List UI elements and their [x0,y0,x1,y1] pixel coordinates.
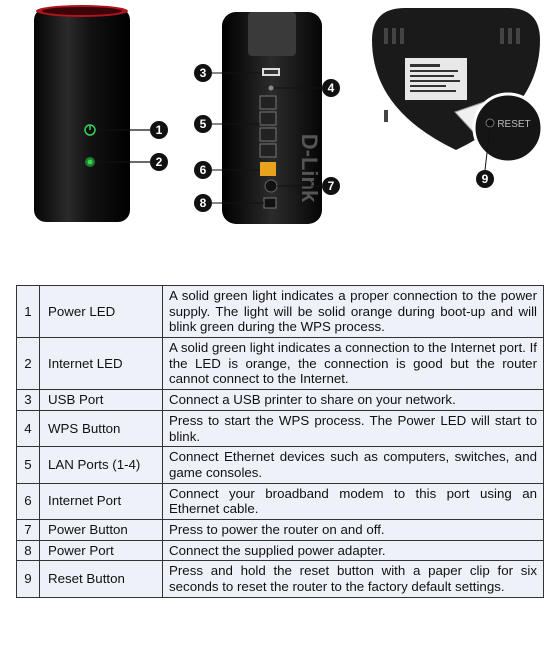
component-description: Press to power the router on and off. [163,519,544,540]
row-number: 1 [17,286,40,338]
component-name: Internet LED [40,338,163,390]
component-description: Press to start the WPS process. The Power LED will start to blink. [163,410,544,446]
callout-9: 9 [476,170,494,188]
component-name: Reset Button [40,561,163,597]
reset-label: RESET [497,119,531,130]
table-row [17,519,544,540]
table-row [17,390,544,411]
table-row [17,410,544,446]
callout-1: 1 [150,121,168,139]
table-row [17,286,544,338]
row-number: 8 [17,540,40,561]
component-name: Power Port [40,540,163,561]
power-led-icon [85,125,95,135]
component-description: A solid green light indicates a proper connection to the power supply. The light will be solid orange during boot-up and will blink green during the WPS process. [163,286,544,338]
row-number: 4 [17,410,40,446]
callout-4: 4 [322,79,340,97]
row-number: 7 [17,519,40,540]
callout-3: 3 [194,64,212,82]
component-description: Press and hold the reset button with a paper clip for six seconds to reset the router to the factory default settings. [163,561,544,597]
router-illustration [0,0,550,282]
row-number: 9 [17,561,40,597]
table-row [17,483,544,519]
component-name: Power Button [40,519,163,540]
internet-led-icon [85,157,95,167]
component-description: Connect your broadband modem to this port using an Ethernet cable. [163,483,544,519]
callout-7: 7 [322,177,340,195]
component-name: USB Port [40,390,163,411]
component-name: LAN Ports (1-4) [40,447,163,483]
router-front-view [34,5,150,222]
row-number: 2 [17,338,40,390]
table-row [17,540,544,561]
table-row [17,338,544,390]
brand-logo: D-Link [297,133,322,203]
callout-2: 2 [150,153,168,171]
router-back-view [212,12,322,224]
components-table [16,285,544,598]
component-name: Power LED [40,286,163,338]
component-description: A solid green light indicates a connection to the Internet port. If the LED is orange, the connection is good but the router cannot connect to the Internet. [163,338,544,390]
row-number: 5 [17,447,40,483]
table-row [17,561,544,597]
callout-6: 6 [194,161,212,179]
component-description: Connect the supplied power adapter. [163,540,544,561]
component-name: Internet Port [40,483,163,519]
row-number: 3 [17,390,40,411]
table-row [17,447,544,483]
router-bottom-view [372,8,542,170]
router-drawing [0,0,550,282]
callout-5: 5 [194,115,212,133]
component-description: Connect Ethernet devices such as computers, switches, and game consoles. [163,447,544,483]
component-description: Connect a USB printer to share on your network. [163,390,544,411]
callout-8: 8 [194,194,212,212]
row-number: 6 [17,483,40,519]
component-name: WPS Button [40,410,163,446]
